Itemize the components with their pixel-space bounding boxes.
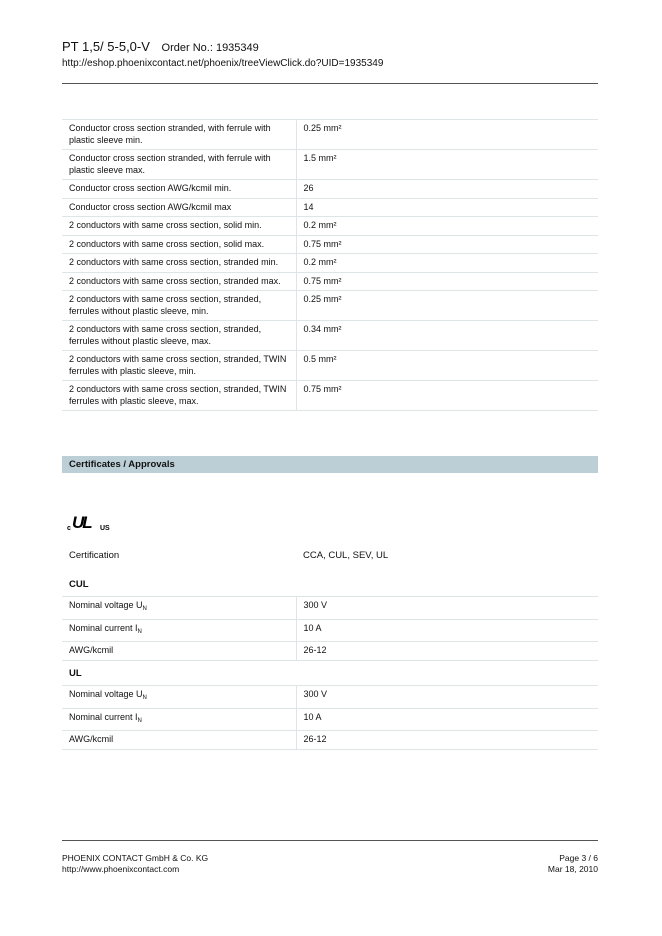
rating-label bbox=[62, 597, 296, 620]
order-number: Order No.: 1935349 bbox=[161, 42, 259, 54]
table-row bbox=[62, 381, 598, 411]
rating-label bbox=[62, 686, 296, 709]
table-row bbox=[62, 254, 598, 273]
table-row bbox=[62, 291, 598, 321]
spec-label: 2 conductors with same cross section, stranded, TWIN ferrules with plastic sleeve, min. bbox=[62, 351, 296, 381]
table-row bbox=[62, 686, 598, 709]
table-row bbox=[62, 198, 598, 217]
spec-value: 0.25 mm² bbox=[296, 120, 598, 150]
spec-label: 2 conductors with same cross section, stranded, ferrules without plastic sleeve, max. bbox=[62, 321, 296, 351]
footer-company: PHOENIX CONTACT GmbH & Co. KG bbox=[62, 853, 209, 863]
certification-label: Certification bbox=[69, 550, 120, 561]
rating-value: 26-12 bbox=[296, 642, 598, 661]
spec-value: 1.5 mm² bbox=[296, 150, 598, 180]
rating-label-subscript: N bbox=[142, 695, 147, 701]
spec-label: 2 conductors with same cross section, stranded max. bbox=[62, 272, 296, 291]
rating-value: 10 A bbox=[296, 619, 598, 642]
rating-value: 300 V bbox=[296, 597, 598, 620]
group-title-cul: CUL bbox=[69, 579, 89, 590]
rating-label-text: Nominal voltage U bbox=[69, 689, 143, 699]
rating-label bbox=[62, 731, 296, 750]
product-url[interactable]: http://eshop.phoenixcontact.net/phoenix/treeViewClick.do?UID=1935349 bbox=[62, 58, 384, 69]
spec-value: 14 bbox=[296, 198, 598, 217]
certification-value: CCA, CUL, SEV, UL bbox=[303, 550, 389, 561]
spec-value: 0.75 mm² bbox=[296, 272, 598, 291]
section-header-certificates: Certificates / Approvals bbox=[62, 456, 598, 473]
table-row bbox=[62, 597, 598, 620]
footer-date: Mar 18, 2010 bbox=[547, 864, 598, 874]
spec-value: 0.2 mm² bbox=[296, 254, 598, 273]
spec-value: 0.75 mm² bbox=[296, 381, 598, 411]
spec-label: Conductor cross section AWG/kcmil min. bbox=[62, 180, 296, 199]
header-divider bbox=[62, 83, 598, 84]
spec-label: Conductor cross section stranded, with ferrule with plastic sleeve min. bbox=[62, 120, 296, 150]
footer-divider bbox=[62, 840, 598, 841]
cul-us-logo bbox=[66, 513, 116, 533]
header-title-line bbox=[62, 39, 598, 56]
rating-label-text: AWG/kcmil bbox=[69, 734, 114, 744]
rating-label-subscript: N bbox=[142, 606, 147, 612]
footer-left bbox=[62, 853, 208, 875]
table-row bbox=[62, 120, 598, 150]
rating-label-text: AWG/kcmil bbox=[69, 645, 114, 655]
logo-us-text: US bbox=[100, 525, 110, 532]
spec-table bbox=[62, 119, 598, 411]
table-row bbox=[62, 731, 598, 750]
rating-value: 26-12 bbox=[296, 731, 598, 750]
table-row bbox=[62, 619, 598, 642]
rating-label bbox=[62, 708, 296, 731]
group-title-ul: UL bbox=[69, 668, 82, 679]
ul-table bbox=[62, 685, 598, 750]
rating-label-text: Nominal voltage U bbox=[69, 600, 143, 610]
table-row bbox=[62, 217, 598, 236]
rating-label bbox=[62, 619, 296, 642]
spec-value: 26 bbox=[296, 180, 598, 199]
cul-table bbox=[62, 596, 598, 661]
table-row bbox=[62, 708, 598, 731]
logo-ul-text: UL bbox=[72, 513, 91, 532]
table-row bbox=[62, 351, 598, 381]
spec-value: 0.5 mm² bbox=[296, 351, 598, 381]
rating-label bbox=[62, 642, 296, 661]
spec-label: Conductor cross section AWG/kcmil max bbox=[62, 198, 296, 217]
spec-label: 2 conductors with same cross section, stranded, ferrules without plastic sleeve, min. bbox=[62, 291, 296, 321]
spec-label: 2 conductors with same cross section, stranded, TWIN ferrules with plastic sleeve, max. bbox=[62, 381, 296, 411]
table-row bbox=[62, 272, 598, 291]
spec-label: Conductor cross section stranded, with ferrule with plastic sleeve max. bbox=[62, 150, 296, 180]
spec-value: 0.25 mm² bbox=[296, 291, 598, 321]
footer-website[interactable]: http://www.phoenixcontact.com bbox=[62, 864, 180, 874]
footer-page-number: Page 3 / 6 bbox=[559, 853, 598, 863]
table-row bbox=[62, 321, 598, 351]
table-row bbox=[62, 150, 598, 180]
table-row bbox=[62, 235, 598, 254]
spec-label: 2 conductors with same cross section, solid min. bbox=[62, 217, 296, 236]
page-header bbox=[62, 39, 598, 70]
product-name: PT 1,5/ 5-5,0-V bbox=[62, 39, 150, 54]
spec-label: 2 conductors with same cross section, solid max. bbox=[62, 235, 296, 254]
logo-c-text: c bbox=[67, 525, 71, 532]
table-row bbox=[62, 180, 598, 199]
rating-label-subscript: N bbox=[137, 628, 142, 635]
rating-label-text: Nominal current I bbox=[69, 711, 138, 722]
spec-value: 0.34 mm² bbox=[296, 321, 598, 351]
rating-value: 10 A bbox=[296, 708, 598, 731]
footer-right bbox=[548, 853, 598, 875]
rating-label-text: Nominal current I bbox=[69, 622, 138, 633]
spec-value: 0.75 mm² bbox=[296, 235, 598, 254]
rating-label-subscript: N bbox=[137, 717, 142, 724]
table-row bbox=[62, 642, 598, 661]
spec-value: 0.2 mm² bbox=[296, 217, 598, 236]
rating-value: 300 V bbox=[296, 686, 598, 709]
spec-label: 2 conductors with same cross section, stranded min. bbox=[62, 254, 296, 273]
